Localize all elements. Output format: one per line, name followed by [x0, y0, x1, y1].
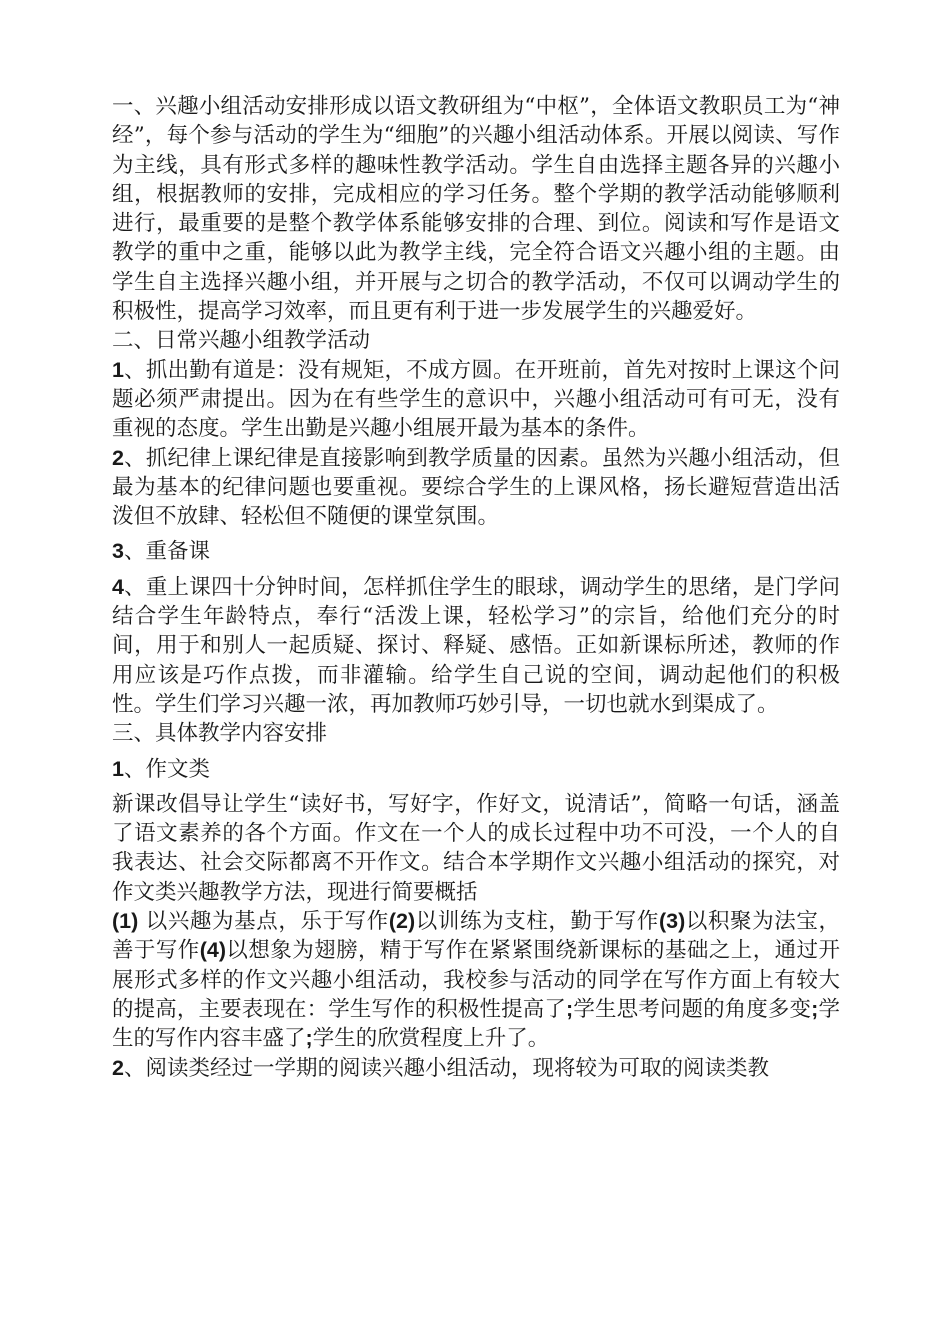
method-four-number: (4) [199, 938, 226, 963]
intro-paragraph [112, 92, 840, 326]
item-two-number: 2 [112, 445, 124, 470]
writing-text: 新课改倡导让学生“读好书，写好字，作好文，说清话”，简略一句话，涵盖了语文素养的各个方面。作文在一个人的成长过程中功不可没，一个人的自我表达、社会交际都离不开作文。结合本学期作文兴趣小组活动的探究，对作文类兴趣教学方法，现进行简要概括 [112, 791, 840, 905]
method-two-text: 以训练为支柱，勤于写作 [415, 909, 659, 935]
section-three-heading-text: 三、具体教学内容安排 [112, 721, 328, 747]
result-two-text: 学生思考问题的角度多变 [573, 996, 812, 1022]
item-one-text: 、抓出勤有道是：没有规矩，不成方圆。在开班前，首先对按时上课这个问题必须严肃提出。因为在有些学生的意识中，兴趣小组活动可有可无，没有重视的态度。学生出勤是兴趣小组展开最为基本的条件。 [112, 357, 840, 442]
document-page [112, 92, 840, 1083]
method-four-text: 以想象为翅膀，精于写作在紧紧围绕新课标的基础之上，通过开展形式多样的作文兴趣小组活动，我校参与活动的同学在写作方面上有较大的提高，主要表现在：学生写作的积极性提高了 [112, 938, 840, 1022]
intro-text: 一、兴趣小组活动安排形成以语文教研组为“中枢”，全体语文教职员工为“神经”，每个参与活动的学生为“细胞”的兴趣小组活动体系。开展以阅读、写作为主线，具有形式多样的趣味性教学活动。学生自由选择主题各异的兴趣小组，根据教师的安排，完成相应的学习任务。整个学期的教学活动能够顺利进行，最重要的是整个教学体系能够安排的合理、到位。阅读和写作是语文教学的重中之重，能够以此为教学主线，完全符合语文兴趣小组的主题。由学生自主选择兴趣小组，并开展与之切合的教学活动，不仅可以调动学生的积极性，提高学习效率，而且更有利于进一步发展学生的兴趣爱好。 [112, 94, 840, 325]
subsection-one-number: 1 [112, 756, 124, 781]
result-three-text: 学生的写作内容丰盛了 [112, 996, 840, 1052]
subsection-one-text: 、作文类 [123, 756, 210, 782]
item-four-number: 4 [112, 574, 124, 599]
method-one-number: (1) [112, 909, 139, 934]
method-three-text: 以积聚为法宝，善于写作 [112, 909, 840, 964]
methods-paragraph [112, 907, 840, 1053]
method-two-number: (2) [388, 909, 416, 934]
item-three-paragraph [112, 537, 840, 566]
item-two-paragraph [112, 444, 840, 532]
subsection-two-text: 、阅读类经过一学期的阅读兴趣小组活动，现将较为可取的阅读类教 [123, 1055, 769, 1081]
subsection-two-paragraph [112, 1054, 840, 1083]
section-three-heading [112, 719, 840, 748]
subsection-two-number: 2 [112, 1055, 124, 1080]
section-two-heading [112, 326, 840, 355]
semicolon-one: ; [566, 996, 574, 1021]
writing-paragraph [112, 790, 840, 907]
item-four-text: 、重上课四十分钟时间，怎样抓住学生的眼球，调动学生的思绪，是门学问结合学生年龄特点，奉行“活泼上课，轻松学习”的宗旨，给他们充分的时间，用于和别人一起质疑、探讨、释疑、感悟。正如新课标所述，教师的作用应该是巧作点拨，而非灌输。给学生自己说的空间，调动起他们的积极性。学生们学习兴趣一浓，再加教师巧妙引导，一切也就水到渠成了。 [112, 574, 840, 717]
item-four-paragraph [112, 573, 840, 719]
method-three-number: (3) [658, 909, 686, 934]
method-one-text: 以兴趣为基点，乐于写作 [138, 909, 389, 935]
subsection-one-heading [112, 755, 840, 784]
item-one-number: 1 [112, 357, 124, 382]
item-one-paragraph [112, 356, 840, 444]
semicolon-three: ; [305, 1026, 313, 1051]
section-two-heading-text: 二、日常兴趣小组教学活动 [112, 328, 371, 354]
item-two-text: 、抓纪律上课纪律是直接影响到教学质量的因素。虽然为兴趣小组活动，但最为基本的纪律问题也要重视。要综合学生的上课风格，扬长避短营造出活泼但不放肆、轻松但不随便的课堂氛围。 [112, 445, 840, 530]
item-three-number: 3 [112, 539, 124, 564]
semicolon-two: ; [811, 996, 819, 1021]
item-three-text: 、重备课 [123, 539, 210, 565]
result-four-text: 学生的欣赏程度上升了。 [312, 1026, 550, 1052]
